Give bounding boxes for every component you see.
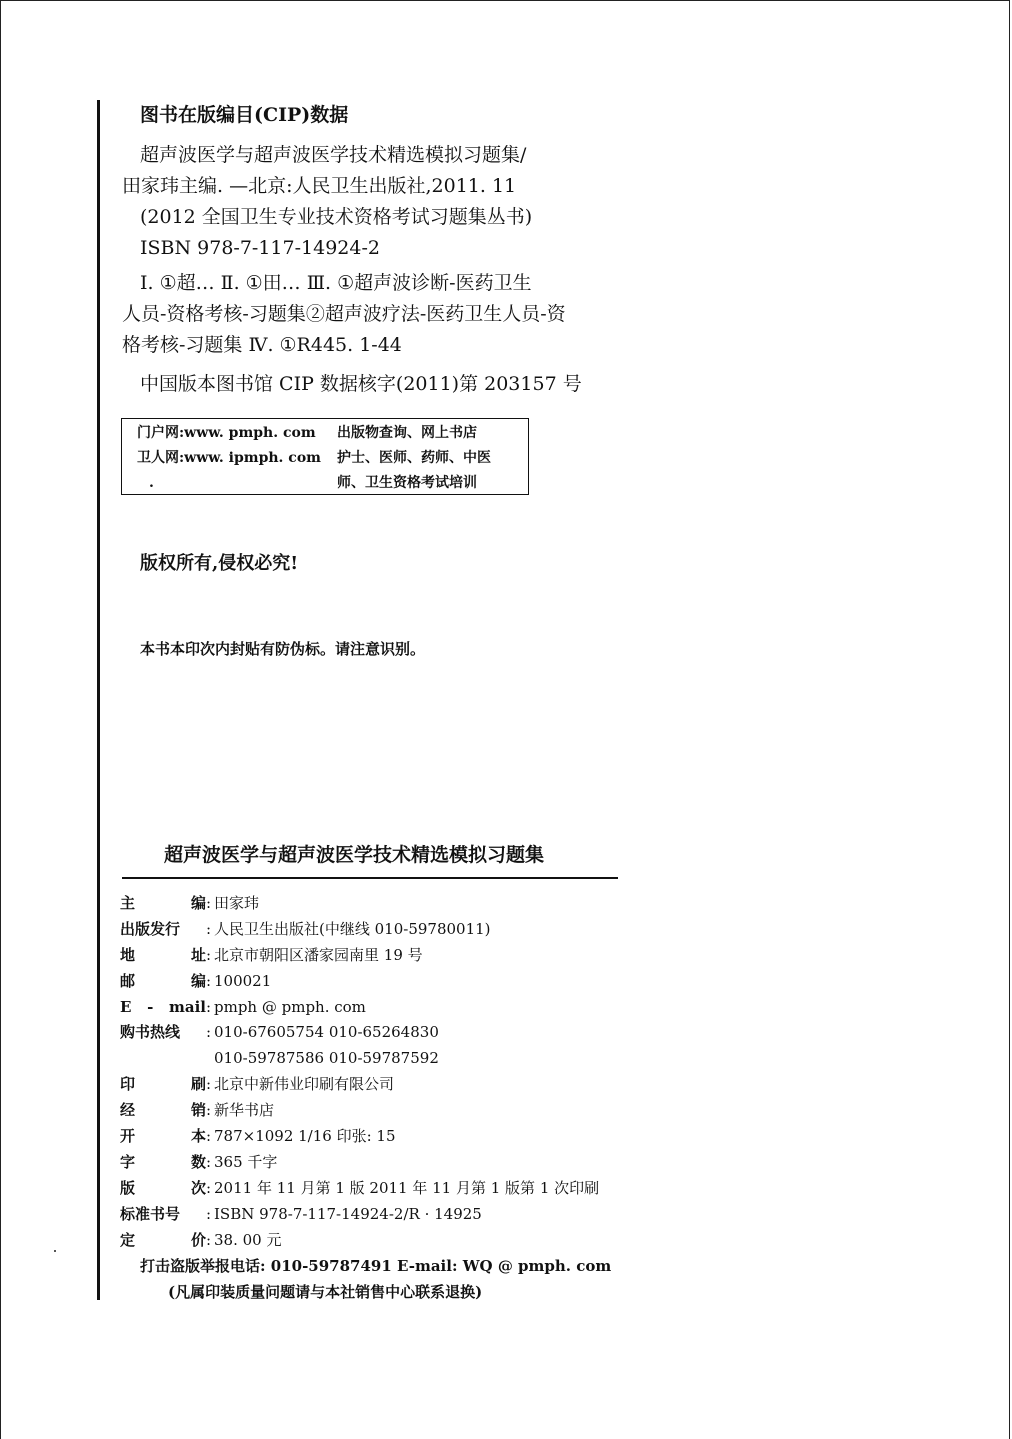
info-label-part: 定 [120, 1230, 136, 1249]
service-line: 护士、医师、药师、中医 [337, 450, 491, 466]
info-row [120, 995, 599, 1021]
info-row [120, 1150, 599, 1176]
info-value: 365 千字 [214, 1152, 278, 1171]
info-colon [206, 1046, 214, 1072]
info-label [120, 1098, 206, 1124]
info-value: 010-59787586 010-59787592 [214, 1049, 439, 1068]
info-value: 38. 00 元 [214, 1230, 282, 1249]
info-value: 人民卫生出版社(中继线 010-59780011) [214, 919, 491, 938]
cip-record [122, 140, 622, 264]
info-label-part: 编 [190, 971, 206, 990]
info-row [120, 969, 599, 995]
cip-editor-line: 田家玮主编. —北京:人民卫生出版社,2011. 11 [122, 175, 517, 197]
info-value: 北京中新伟业印刷有限公司 [214, 1075, 395, 1094]
info-value: 010-67605754 010-65264830 [214, 1023, 439, 1042]
info-colon: : [206, 1101, 212, 1120]
info-value: 100021 [214, 971, 272, 990]
book-title: 超声波医学与超声波医学技术精选模拟习题集 [164, 844, 545, 866]
info-label-part: 购书热线 [120, 1023, 181, 1042]
info-row [120, 1020, 599, 1046]
info-colon: : [206, 1127, 212, 1146]
page-border-top [0, 0, 1010, 1]
info-label-part: 开 [120, 1127, 136, 1146]
page-border-left [0, 0, 1, 1439]
info-label [120, 1046, 206, 1072]
info-value: 2011 年 11 月第 1 版 2011 年 11 月第 1 版第 1 次印刷 [214, 1178, 600, 1197]
info-label-part: 经 [120, 1101, 136, 1120]
info-colon: : [206, 1023, 212, 1042]
service-line: 师、卫生资格考试培训 [337, 475, 477, 491]
info-label-part: 本 [190, 1127, 206, 1146]
info-value: ISBN 978-7-117-14924-2/R · 14925 [214, 1204, 482, 1223]
info-row [120, 943, 599, 969]
info-row [120, 917, 599, 943]
info-label-part: - [147, 997, 154, 1016]
info-label-part: 字 [120, 1152, 136, 1171]
info-row [120, 1098, 599, 1124]
info-value: 新华书店 [214, 1101, 275, 1120]
publication-info [120, 891, 599, 1253]
info-label-part: 刷 [190, 1075, 206, 1094]
info-colon: : [206, 997, 212, 1016]
info-label-part: 编 [190, 894, 206, 912]
info-label-part: 次 [190, 1178, 206, 1197]
info-colon: : [206, 1075, 212, 1094]
info-label-part: E [120, 997, 132, 1016]
info-label-part: 出版发行 [120, 919, 181, 938]
info-label-part: 地 [120, 945, 136, 964]
info-label [120, 1176, 206, 1202]
cip-number: 中国版本图书馆 CIP 数据核字(2011)第 203157 号 [140, 373, 582, 395]
info-label-part: mail [168, 997, 206, 1016]
info-row [120, 891, 599, 917]
cip-series-line: (2012 全国卫生专业技术资格考试习题集丛书) [140, 206, 533, 228]
info-row [120, 1046, 599, 1072]
info-colon: : [206, 971, 212, 990]
info-label [120, 1072, 206, 1098]
website-list [137, 421, 321, 496]
info-label [120, 943, 206, 969]
scan-speck [54, 1250, 56, 1252]
info-row [120, 1176, 599, 1202]
box-dot: . [149, 475, 154, 491]
page-border-right [1009, 0, 1010, 1439]
info-colon: : [206, 1178, 212, 1197]
title-rule [122, 877, 618, 879]
info-label-part: 数 [190, 1152, 206, 1171]
cip-title-line: 超声波医学与超声波医学技术精选模拟习题集/ [140, 144, 527, 166]
anti-counterfeit-notice: 本书本印次内封贴有防伪标。请注意识别。 [140, 640, 426, 658]
info-label-part: 印 [120, 1075, 136, 1094]
ipmph-website: 卫人网:www. ipmph. com [137, 450, 321, 466]
info-label [120, 1150, 206, 1176]
info-label-part: 主 [120, 894, 136, 912]
portal-website: 门户网:www. pmph. com [137, 425, 316, 441]
info-row [120, 1072, 599, 1098]
info-label-part: 价 [190, 1230, 206, 1249]
cip-classification [122, 268, 622, 361]
website-box [121, 418, 529, 495]
info-value: 北京市朝阳区潘家园南里 19 号 [214, 945, 423, 964]
info-value: 田家玮 [214, 894, 260, 912]
info-colon: : [206, 1230, 212, 1249]
info-colon: : [206, 945, 212, 964]
cip-isbn-line: ISBN 978-7-117-14924-2 [140, 237, 380, 259]
info-label [120, 1202, 206, 1228]
info-colon: : [206, 1152, 212, 1171]
info-colon: : [206, 1204, 212, 1223]
copyright-notice: 版权所有,侵权必究! [140, 553, 299, 574]
info-label [120, 891, 206, 917]
info-label-part: 销 [190, 1101, 206, 1120]
info-colon: : [206, 894, 212, 912]
info-label [120, 917, 206, 943]
piracy-report-line: 打击盗版举报电话: 010-59787491 E-mail: WQ @ pmph. com [140, 1257, 612, 1275]
service-line: 出版物查询、网上书店 [337, 425, 477, 441]
info-row [120, 1228, 599, 1254]
info-label [120, 995, 206, 1021]
website-services [337, 421, 491, 496]
returns-notice: (凡属印装质量问题请与本社销售中心联系退换) [168, 1283, 483, 1301]
info-row [120, 1124, 599, 1150]
info-label-part: 标准书号 [120, 1204, 181, 1223]
margin-rule [97, 100, 100, 1300]
info-label [120, 969, 206, 995]
info-row [120, 1202, 599, 1228]
info-label-part: 址 [190, 945, 206, 964]
info-label-part: 邮 [120, 971, 136, 990]
classification-line: 人员-资格考核-习题集②超声波疗法-医药卫生人员-资 [122, 303, 566, 325]
info-label [120, 1228, 206, 1254]
classification-line: 格考核-习题集 Ⅳ. ①R445. 1-44 [122, 334, 402, 356]
cip-heading: 图书在版编目(CIP)数据 [140, 104, 349, 126]
info-label-part: 版 [120, 1178, 136, 1197]
info-value: pmph @ pmph. com [214, 997, 366, 1016]
info-label [120, 1124, 206, 1150]
classification-line: Ⅰ. ①超… Ⅱ. ①田… Ⅲ. ①超声波诊断-医药卫生 [140, 272, 532, 294]
info-value: 787×1092 1/16 印张: 15 [214, 1127, 396, 1146]
info-colon: : [206, 919, 212, 938]
info-label [120, 1020, 206, 1046]
